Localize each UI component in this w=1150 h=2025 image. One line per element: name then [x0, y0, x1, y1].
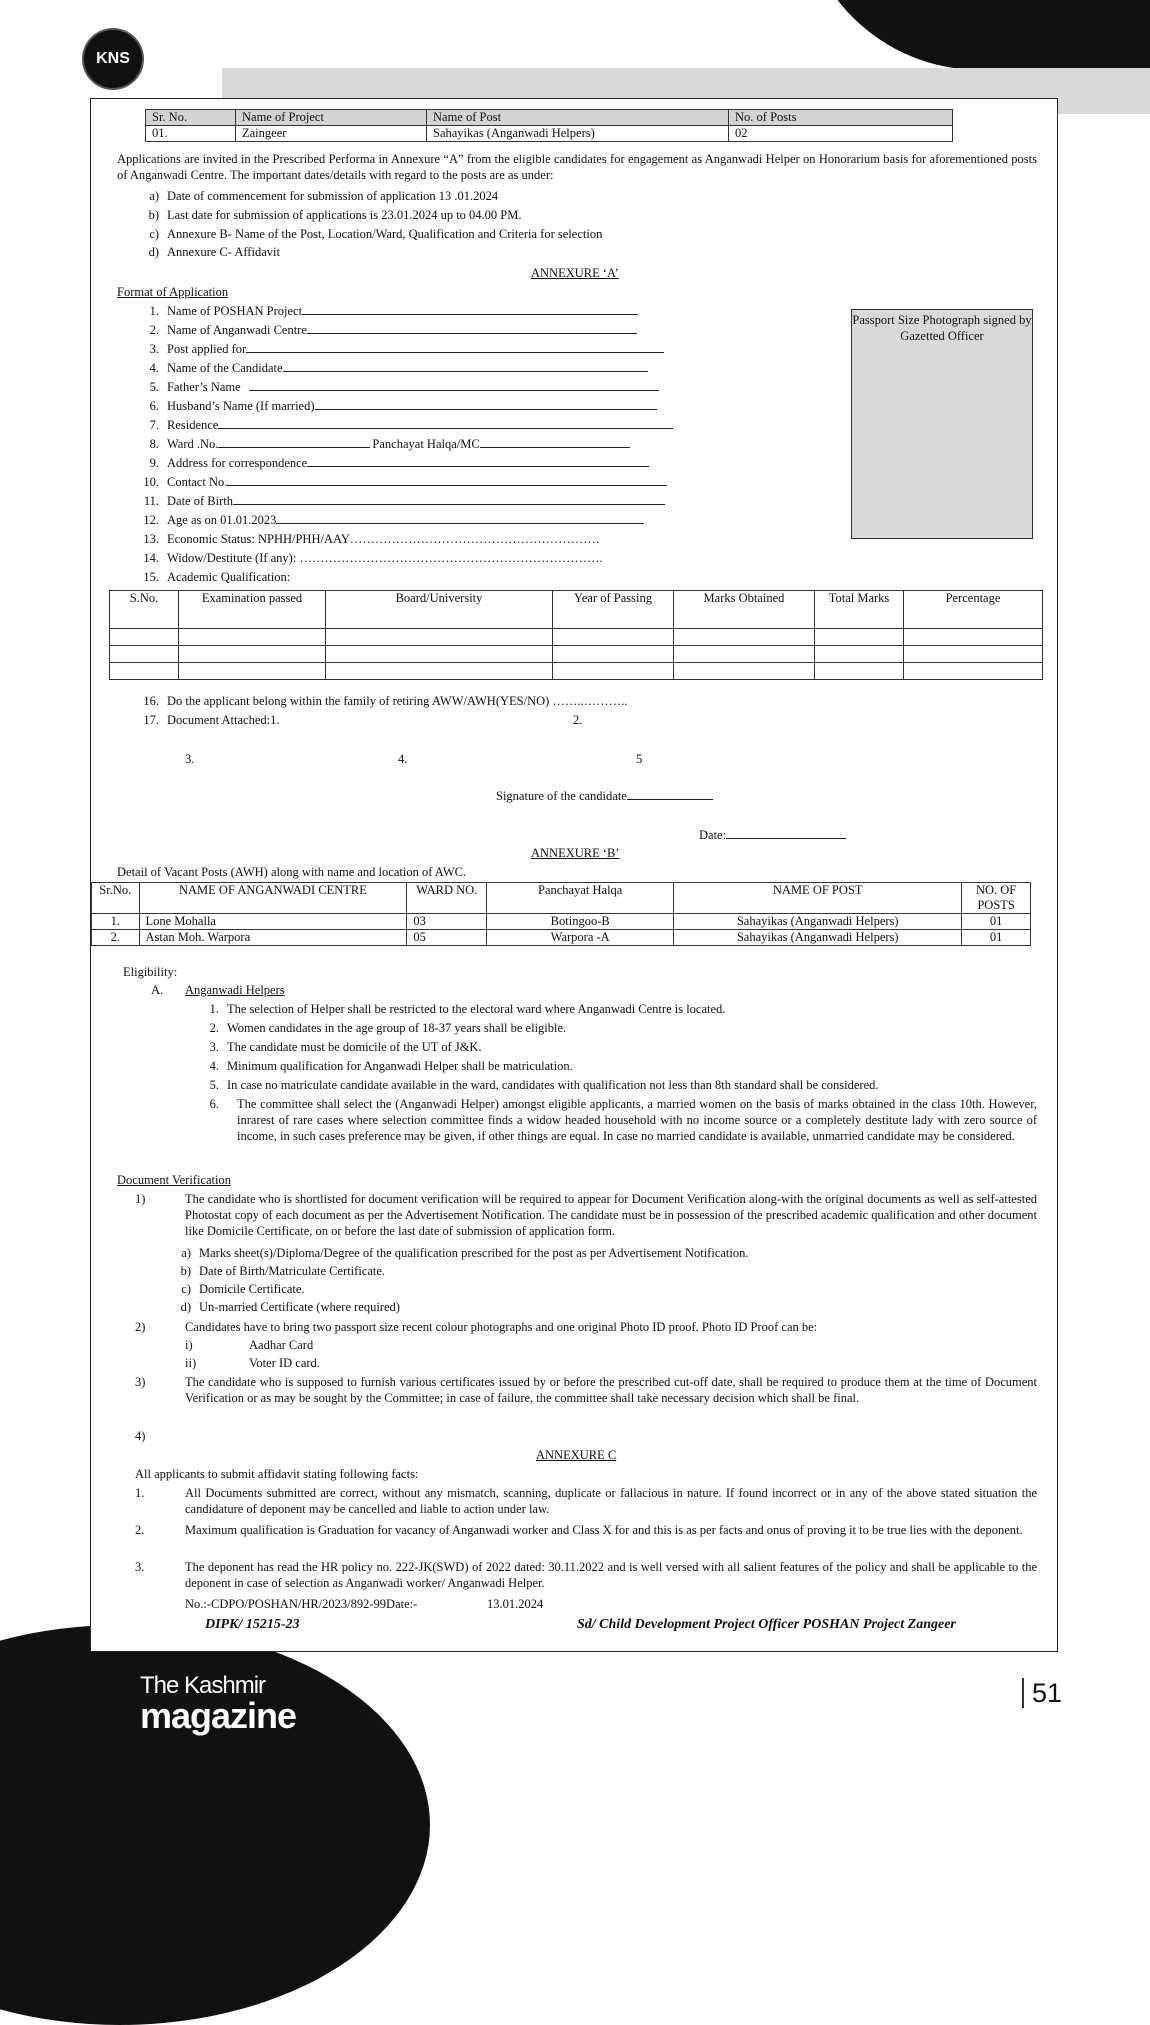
form-field: [131, 569, 290, 585]
header-cell: Examination passed: [179, 591, 326, 629]
vacancy-header-row: [92, 883, 1031, 914]
fill-line: [307, 322, 637, 334]
header-cell: Panchayat Halqa: [487, 883, 674, 914]
project-table: [145, 109, 953, 142]
field-label: Father’s Name: [167, 380, 241, 394]
eligibility-item: [191, 1020, 566, 1036]
list-text: Date of commencement for submission of application 13 .01.2024: [167, 189, 499, 203]
vacancy-table: [91, 882, 1031, 946]
doc-verification-number: 1): [135, 1192, 146, 1206]
doc-verification-para-2: [135, 1319, 817, 1335]
doc-sub-item: [163, 1281, 305, 1297]
header-cell: Name of Post: [427, 110, 729, 126]
eligibility-item: [191, 1077, 879, 1093]
table-cell: [904, 629, 1043, 646]
fill-line: [302, 303, 638, 315]
item-text: The selection of Helper shall be restricted to the electoral ward where Anganwadi Centre is located.: [227, 1002, 726, 1016]
header-cell: Sr.No.: [92, 883, 140, 914]
advertisement-content: [91, 99, 1057, 1651]
field-label: Husband’s Name (If married): [167, 399, 315, 413]
field-number: 8.: [149, 437, 159, 451]
field-number: 14.: [143, 551, 159, 565]
form-field: [131, 455, 649, 471]
header-cell: NAME OF POST: [674, 883, 962, 914]
question-17: [131, 712, 279, 728]
field-label: Name of the Candidate: [167, 361, 283, 375]
eligibility-item: [191, 1096, 227, 1112]
annexure-b-caption: Detail of Vacant Posts (AWH) along with name and location of AWC.: [117, 865, 467, 879]
form-field: [131, 360, 648, 376]
list-marker: d): [148, 245, 159, 259]
doc-slot-5: 5: [636, 752, 643, 766]
magazine-logo-line1: The Kashmir: [140, 1672, 266, 1699]
sub-text: Marks sheet(s)/Diploma/Degree of the qualification prescribed for the post as per Advertisement Notification.: [199, 1246, 749, 1260]
doc-verification-title: Document Verification: [117, 1173, 231, 1187]
header-cell: Total Marks: [815, 591, 904, 629]
header-cell: NO. OF POSTS: [962, 883, 1031, 914]
affidavit-item: All Documents submitted are correct, without any mismatch, scanning, duplicate or fallacious in nature. If found incorrect or in any of the above stated situation the candidature of deponent may be cancelled and liable to action under law.: [185, 1486, 1037, 1516]
header-cell: Marks Obtained: [674, 591, 815, 629]
table-cell: [326, 646, 553, 663]
table-cell: 1.: [92, 914, 140, 930]
sub-text: Un-married Certificate (where required): [199, 1300, 400, 1314]
form-field: [131, 512, 644, 528]
eligibility-a-marker: A.: [151, 983, 164, 997]
field-number: 4.: [149, 361, 159, 375]
table-cell: 2.: [92, 930, 140, 946]
field-number: 10.: [143, 475, 159, 489]
form-field: [131, 322, 637, 338]
id-proof-item: Voter ID card.: [249, 1356, 320, 1370]
date-item: [131, 226, 602, 242]
table-cell: Botingoo-B: [487, 914, 674, 930]
dipk-number: DIPK/ 15215-23: [205, 1617, 300, 1632]
page-number: 51: [1022, 1678, 1062, 1708]
header-cell: Board/University: [326, 591, 553, 629]
item-text: Minimum qualification for Anganwadi Helper shall be matriculation.: [227, 1059, 573, 1073]
field-number: 17.: [143, 713, 159, 727]
header-cell: Name of Project: [236, 110, 427, 126]
field-label: Name of Anganwadi Centre: [167, 323, 307, 337]
para-number: 2): [135, 1320, 146, 1334]
advertisement-frame: [90, 98, 1058, 1652]
field-label: Date of Birth: [167, 494, 233, 508]
eligibility-item: [191, 1039, 482, 1055]
id-proof-marker: i): [185, 1338, 193, 1352]
header-cell: Year of Passing: [553, 591, 674, 629]
form-field: [131, 398, 657, 414]
fill-line: [726, 827, 846, 839]
item-text: The candidate must be domicile of the UT of J&K.: [227, 1040, 482, 1054]
signatory: Sd/ Child Development Project Officer POSHAN Project Zangeer: [577, 1617, 956, 1632]
id-proof-item: Aadhar Card: [249, 1338, 314, 1352]
header-cell: Percentage: [904, 591, 1043, 629]
list-text: Annexure C- Affidavit: [167, 245, 280, 259]
field-label: Document Attached:1.: [167, 713, 280, 727]
table-cell: [110, 646, 179, 663]
table-cell: [674, 629, 815, 646]
field-label: Academic Qualification:: [167, 570, 291, 584]
project-table-header: [146, 110, 953, 126]
annexure-b-title: ANNEXURE ‘B’: [531, 846, 620, 860]
affidavit-item: Maximum qualification is Graduation for vacancy of Anganwadi worker and Class X for and this is as per facts and onus of proving it to be true lies with the deponent.: [185, 1523, 1023, 1537]
table-row: [110, 629, 1043, 646]
field-number: 9.: [149, 456, 159, 470]
fill-line: [276, 512, 644, 524]
field-label: Do the applicant belong within the family of retiring AWW/AWH(YES/NO) ……..………..: [167, 694, 628, 708]
header-cell: NAME OF ANGANWADI CENTRE: [139, 883, 407, 914]
fill-line: [249, 379, 659, 391]
format-title: Format of Application: [117, 285, 229, 299]
sub-marker: b): [180, 1264, 191, 1278]
table-cell: [674, 663, 815, 680]
qualification-table: [109, 590, 1043, 680]
fill-line: [218, 417, 673, 429]
table-cell: Zaingeer: [236, 126, 427, 142]
table-cell: [553, 629, 674, 646]
kns-logo: [84, 30, 142, 88]
item-number: 5.: [209, 1078, 219, 1092]
table-cell: [553, 646, 674, 663]
field-number: 5.: [149, 380, 159, 394]
field-label: Post applied for: [167, 342, 247, 356]
table-cell: 05: [407, 930, 487, 946]
list-marker: a): [149, 189, 159, 203]
item-number: 1.: [209, 1002, 219, 1016]
field-number: 2.: [149, 323, 159, 337]
date-item: [131, 188, 498, 204]
fill-line: [315, 398, 657, 410]
field-number: 3.: [149, 342, 159, 356]
field-label: Widow/Destitute (If any): ……………………………………………………………….: [167, 551, 603, 565]
list-text: Annexure B- Name of the Post, Location/Ward, Qualification and Criteria for selection: [167, 227, 603, 241]
table-cell: Astan Moh. Warpora: [139, 930, 407, 946]
sub-text: Date of Birth/Matriculate Certificate.: [199, 1264, 386, 1278]
doc-sub-item: [163, 1263, 385, 1279]
field-label: Residence: [167, 418, 219, 432]
list-marker: c): [149, 227, 159, 241]
field-label: Economic Status: NPHH/PHH/AAY……………………………………………………: [167, 532, 600, 546]
para-text: Candidates have to bring two passport size recent colour photographs and one original Photo ID proof. Photo ID Proof can be:: [185, 1320, 818, 1334]
affidavit-number: 2.: [135, 1523, 145, 1537]
date-item: [131, 244, 280, 260]
doc-sub-item: [163, 1245, 748, 1261]
annexure-c-intro: All applicants to submit affidavit stating following facts:: [135, 1467, 419, 1481]
doc-verification-para: The candidate who is shortlisted for document verification will be required to appear for Document Verification along-with the original documents as well as self-attested Photostat copy of each document as per the Advertisement Notification. The candidate must be in possession of the prescribed academic qualification and other document like Domicile Certificate, on or before the last date of submission of application form.: [185, 1192, 1037, 1238]
table-cell: [179, 663, 326, 680]
eligibility-item-text: The committee shall select the (Anganwadi Helper) amongst eligible applicants, a married women on the basis of marks obtained in the class 10th. However, inrarest of rare cases where selection committee finds a widow headed household with no income source or a completely destitute lady with zero source of income, in such cases preference may be given, if other things are equal. In case no married candidate is available, unmarried candidate may be considered.: [237, 1097, 1037, 1143]
photo-box-label: Passport Size Photograph signed by Gazetted Officer: [852, 313, 1032, 343]
fill-line: [218, 436, 370, 448]
sub-marker: a): [181, 1246, 191, 1260]
field-number: 7.: [149, 418, 159, 432]
table-cell: 03: [407, 914, 487, 930]
table-cell: Sahayikas (Anganwadi Helpers): [674, 930, 962, 946]
table-cell: [326, 663, 553, 680]
field-label: Age as on 01.01.2023: [167, 513, 277, 527]
item-number: 2.: [209, 1021, 219, 1035]
table-cell: [110, 629, 179, 646]
sub-marker: d): [180, 1300, 191, 1314]
table-cell: [815, 663, 904, 680]
eligibility-title: Eligibility:: [123, 965, 178, 979]
form-field: [131, 303, 638, 319]
doc-verification-para-3: The candidate who is supposed to furnish various certificates issued by or before the prescribed cut-off date, shall be required to produce them at the time of Document Verification or as may be sought by the Committee; in case of failure, the committee shall take necessary decision which shall be final.: [185, 1375, 1037, 1405]
field-number: 16.: [143, 694, 159, 708]
table-cell: Warpora -A: [487, 930, 674, 946]
date-label: Date:: [699, 828, 727, 842]
eligibility-a-title: Anganwadi Helpers: [185, 983, 285, 997]
qualification-header-row: [110, 591, 1043, 629]
reference-date: 13.01.2024: [487, 1597, 544, 1611]
table-row: [92, 930, 1031, 946]
field-label: Ward .No.: [167, 437, 219, 451]
annexure-a-title: ANNEXURE ‘A’: [531, 266, 619, 280]
header-cell: Sr. No.: [146, 110, 236, 126]
table-cell: [326, 629, 553, 646]
list-text: Last date for submission of applications is 23.01.2024 up to 04.00 PM.: [167, 208, 522, 222]
table-row: [146, 126, 953, 142]
header-cell: No. of Posts: [729, 110, 953, 126]
table-cell: 02: [729, 126, 953, 142]
table-cell: Lone Mohalla: [139, 914, 407, 930]
form-field: [131, 379, 659, 395]
table-cell: Sahayikas (Anganwadi Helpers): [674, 914, 962, 930]
table-cell: 01: [962, 930, 1031, 946]
fill-line: [627, 788, 713, 800]
table-cell: Sahayikas (Anganwadi Helpers): [427, 126, 729, 142]
field-number: 15.: [143, 570, 159, 584]
doc-verification-number: 4): [135, 1429, 146, 1443]
header-cell: S.No.: [110, 591, 179, 629]
doc-sub-item: [163, 1299, 400, 1315]
eligibility-item: [191, 1001, 725, 1017]
form-field: [131, 550, 603, 566]
date-item: [131, 207, 522, 223]
doc-slot-4: 4.: [398, 752, 408, 766]
table-cell: 01: [962, 914, 1031, 930]
item-text: In case no matriculate candidate available in the ward, candidates with qualification not less than 8th standard shall be considered.: [227, 1078, 879, 1092]
item-number: 3.: [209, 1040, 219, 1054]
item-number: 6.: [209, 1097, 219, 1111]
photo-box: [851, 309, 1033, 539]
annexure-c-title: ANNEXURE C: [536, 1448, 617, 1462]
field-label: Name of POSHAN Project: [167, 304, 303, 318]
field-number: 6.: [149, 399, 159, 413]
doc-slot-2: 2.: [573, 713, 583, 727]
magazine-logo-line2: magazine: [140, 1695, 297, 1736]
question-16: [131, 693, 627, 709]
item-number: 4.: [209, 1059, 219, 1073]
field-label: Address for correspondence: [167, 456, 308, 470]
sub-marker: c): [181, 1282, 191, 1296]
form-field: [131, 493, 665, 509]
table-cell: 01.: [146, 126, 236, 142]
table-row: [110, 646, 1043, 663]
form-field: [131, 341, 664, 357]
affidavit-item: The deponent has read the HR policy no. 222-JK(SWD) of 2022 dated: 30.11.2022 and is well versed with all salient features of the policy and shall be applicable to the deponent in case of selection as Anganwadi worker/ Anganwadi Helper.: [185, 1560, 1037, 1590]
header-cell: WARD NO.: [407, 883, 487, 914]
field-number: 12.: [143, 513, 159, 527]
signature-field: [496, 788, 713, 804]
fill-line: [283, 360, 648, 372]
table-cell: [815, 629, 904, 646]
id-proof-marker: ii): [185, 1356, 197, 1370]
field-number: 11.: [143, 494, 159, 508]
table-cell: [179, 646, 326, 663]
eligibility-item: [191, 1058, 573, 1074]
intro-paragraph: Applications are invited in the Prescribed Performa in Annexure “A” from the eligible candidates for engagement as Anganwadi Helper on Honorarium basis for aforementioned posts of Anganwadi Centre. The important dates/details with regard to the posts are as under:: [117, 152, 1037, 182]
fill-line: [480, 436, 630, 448]
doc-verification-number: 3): [135, 1375, 146, 1389]
table-cell: [110, 663, 179, 680]
table-row: [110, 663, 1043, 680]
fill-line: [246, 341, 664, 353]
affidavit-number: 3.: [135, 1560, 145, 1574]
form-field: [131, 436, 630, 452]
affidavit-number: 1.: [135, 1486, 145, 1500]
date-field: [699, 827, 846, 843]
form-field: [131, 417, 673, 433]
fill-line: [227, 474, 667, 486]
item-text: Women candidates in the age group of 18-37 years shall be eligible.: [227, 1021, 567, 1035]
table-cell: [179, 629, 326, 646]
field-number: 1.: [149, 304, 159, 318]
form-field: [131, 531, 600, 547]
table-cell: [553, 663, 674, 680]
magazine-logo: [140, 1674, 296, 1734]
field-number: 13.: [143, 532, 159, 546]
table-cell: [674, 646, 815, 663]
table-row: [92, 914, 1031, 930]
sub-text: Domicile Certificate.: [199, 1282, 305, 1296]
kns-logo-text: KNS: [96, 50, 130, 67]
panchayat-label: Panchayat Halqa/MC: [372, 437, 480, 451]
fill-line: [307, 455, 649, 467]
top-corner-decoration: [800, 0, 1150, 70]
list-marker: b): [148, 208, 159, 222]
field-label: Contact No.: [167, 475, 228, 489]
doc-slot-3: 3.: [185, 752, 195, 766]
table-cell: [904, 663, 1043, 680]
reference-number: No.:-CDPO/POSHAN/HR/2023/892-99Date:-: [185, 1597, 418, 1611]
signature-label: Signature of the candidate: [496, 789, 627, 803]
form-field: [131, 474, 667, 490]
table-cell: [904, 646, 1043, 663]
fill-line: [233, 493, 665, 505]
table-cell: [815, 646, 904, 663]
